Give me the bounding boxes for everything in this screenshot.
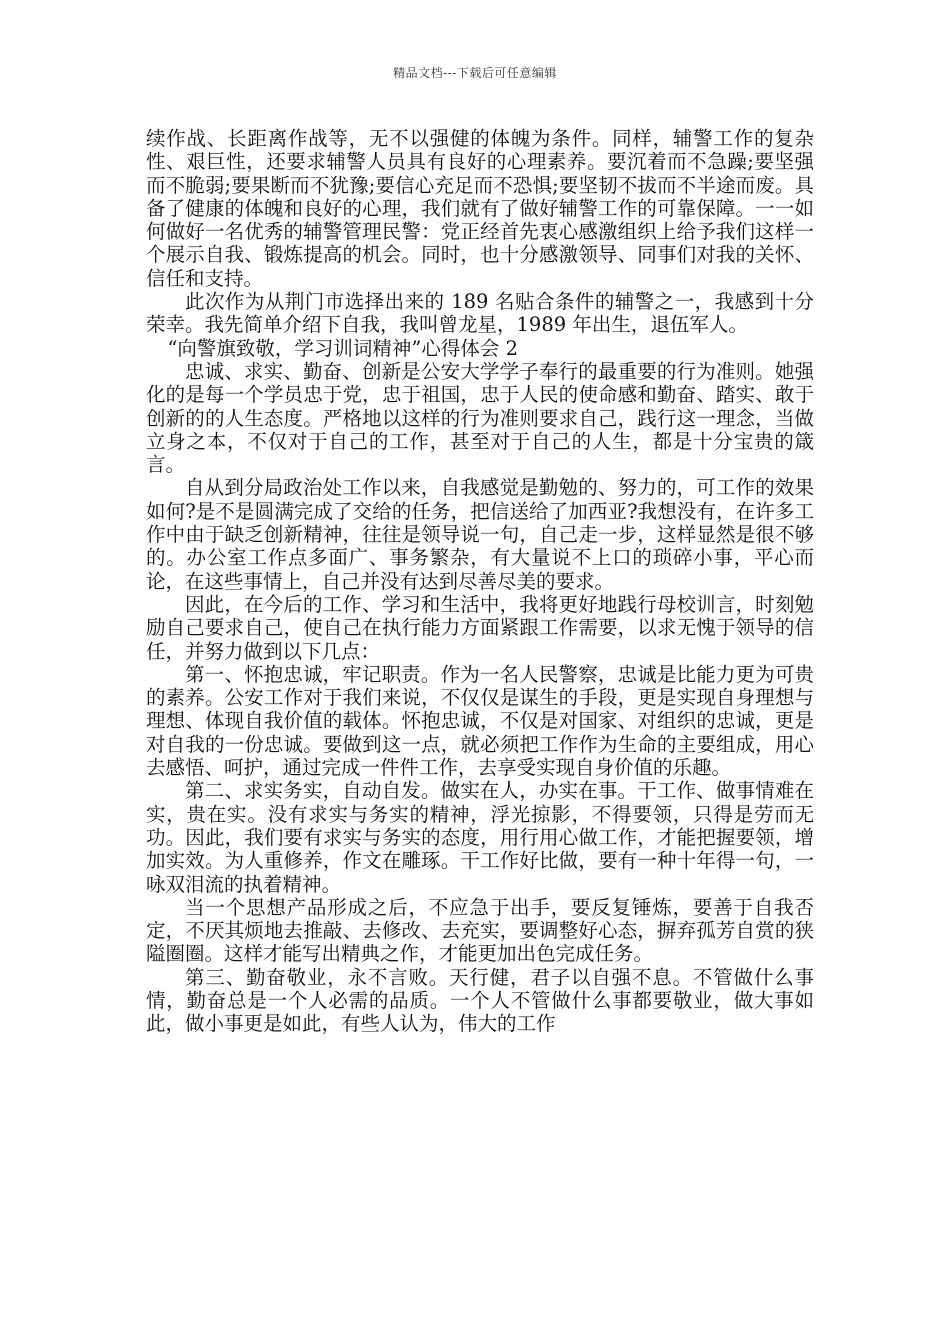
- paragraph-7: 第二、求实务实，自动自发。做实在人，办实在事。干工作、做事情难在实，贵在实。没有求实与务实的精神，浮光掠影，不得要领，只得是劳而无功。因此，我们要有求实与务实的态度，用行用心做工作，才能把握要领，增加实效。为人重修养，作文在雕琢。干工作好比做，要有一种十年得一句，一咏双泪流的执着精神。: [146, 779, 814, 896]
- paragraph-8: 当一个思想产品形成之后，不应急于出手，要反复锤炼，要善于自我否定，不厌其烦地去推敲、去修改、去充实，要调整好心态，摒弃孤芳自赏的狭隘圈圈。这样才能写出精典之作，才能更加出色完成任务。: [146, 895, 814, 966]
- page-header: 精品文档---下载后可任意编辑: [393, 66, 557, 80]
- paragraph-9: 第三、勤奋敬业，永不言败。天行健，君子以自强不息。不管做什么事情，勤奋总是一个人必需的品质。一个人不管做什么事都要敬业，做大事如此，做小事更是如此，有些人认为，伟大的工作: [146, 965, 814, 1036]
- paragraph-5: 因此，在今后的工作、学习和生活中，我将更好地践行母校训言，时刻勉励自己要求自己，使自己在执行能力方面紧跟工作需要，以求无愧于领导的信任，并努力做到以下几点：: [146, 592, 814, 663]
- paragraph-3: 忠诚、求实、勤奋、创新是公安大学学子奉行的最重要的行为准则。她强化的是每一个学员忠于党，忠于祖国，忠于人民的使命感和勤奋、踏实、敢于创新的的人生态度。严格地以这样的行为准则要求自己，践行这一理念，当做立身之本，不仅对于自己的工作，甚至对于自己的人生，都是十分宝贵的箴言。: [146, 359, 814, 477]
- paragraph-2: 此次作为从荆门市选择出来的 189 名贴合条件的辅警之一，我感到十分荣幸。我先简单介绍下自我，我叫曾龙星，1989 年出生，退伍军人。: [146, 290, 814, 337]
- paragraph-1: 续作战、长距离作战等，无不以强健的体魄为条件。同样，辅警工作的复杂性、艰巨性，还要求辅警人员具有良好的心理素养。要沉着而不急躁;要坚强而不脆弱;要果断而不犹豫;要信心充足而不恐惧;要坚韧不拔而不半途而废。具备了健康的体魄和良好的心理，我们就有了做好辅警工作的可靠保障。一一如何做好一名优秀的辅警管理民警：党正经首先衷心感激组织上给予我们这样一个展示自我、锻炼提高的机会。同时，也十分感激领导、同事们对我的关怀、信任和支持。: [146, 127, 814, 290]
- paragraph-6: 第一、怀抱忠诚，牢记职责。作为一名人民警察，忠诚是比能力更为可贵的素养。公安工作对于我们来说，不仅仅是谋生的手段，更是实现自身理想与理想、体现自我价值的载体。怀抱忠诚，不仅是对国家、对组织的忠诚，更是对自我的一份忠诚。要做到这一点，就必须把工作作为生命的主要组成，用心去感悟、呵护，通过完成一件件工作，去享受实现自身价值的乐趣。: [146, 662, 814, 780]
- paragraph-4: 自从到分局政治处工作以来，自我感觉是勤勉的、努力的，可工作的效果如何?是不是圆满完成了交给的任务，把信送给了加西亚?我想没有，在许多工作中由于缺乏创新精神，往往是领导说一句，自己走一步，这样显然是很不够的。办公室工作点多面广、事务繁杂，有大量说不上口的琐碎小事，平心而论，在这些事情上，自己并没有达到尽善尽美的要求。: [146, 476, 814, 593]
- section-heading: “向警旗致敬，学习训词精神”心得体会 2: [167, 336, 518, 360]
- document-body: [146, 127, 814, 1036]
